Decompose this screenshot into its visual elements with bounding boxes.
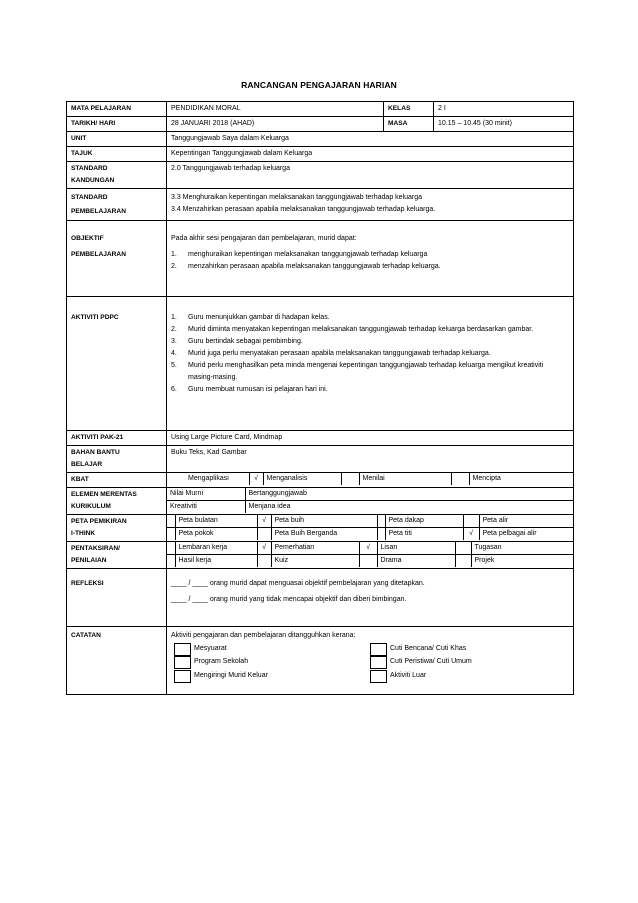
- page-title: RANCANGAN PENGAJARAN HARIAN: [241, 80, 397, 90]
- pentaksiran-option: Lembaran kerja: [175, 542, 257, 555]
- ithink-option: Peta Buih Berganda: [271, 528, 377, 541]
- refleksi-line: ____ / ____ orang murid yang tidak mencapai objektif dan diberi bimbingan.: [171, 596, 407, 603]
- row-ithink: [67, 515, 574, 542]
- row-objektif: [67, 221, 574, 297]
- pentaksiran-option: Drama: [377, 555, 455, 568]
- ithink-option: Peta bulatan: [175, 515, 257, 528]
- elemen-label-2: KURIKULUM: [71, 503, 111, 510]
- standard-pembelajaran-label-1: STANDARD: [71, 194, 108, 201]
- row-bahan: [67, 446, 574, 473]
- row-standard-pembelajaran: [67, 189, 574, 221]
- kbat-label: KBAT: [67, 473, 167, 488]
- ithink-option: Peta buih: [271, 515, 377, 528]
- list-item: 4. Murid juga perlu menyatakan perasaan apabila melaksanakan tanggungjawab terhadap keluarga.: [171, 350, 491, 357]
- elemen-item: Menjana idea: [245, 501, 573, 514]
- kbat-option: Mengaplikasi: [188, 475, 229, 482]
- check-icon: √: [463, 528, 479, 541]
- kbat-options: [167, 473, 573, 485]
- unit-value: Tanggungjawab Saya dalam Keluarga: [167, 132, 574, 147]
- standard-kandungan-label-1: STANDARD: [71, 165, 108, 172]
- catatan-option: Program Sekolah: [194, 658, 249, 666]
- objektif-intro: Pada akhir sesi pengajaran dan pembelajaran, murid dapat:: [171, 235, 357, 242]
- list-item: 3. Guru bertindak sebagai pembimbing.: [171, 338, 303, 345]
- elemen-options: [167, 488, 573, 513]
- pak21-label: AKTIVITI PAK-21: [67, 431, 167, 446]
- ithink-option: Peta pokok: [175, 528, 257, 541]
- check-icon: √: [257, 542, 271, 555]
- list-item: 2. Murid diminta menyatakan kepentingan melaksanakan tanggungjawab terhadap keluarga berdasarkan gambar.: [171, 326, 534, 333]
- pentaksiran-option: Projek: [471, 555, 573, 568]
- list-item: 1. Guru menunjukkan gambar di hadapan kelas.: [171, 314, 330, 321]
- row-tajuk: [67, 147, 574, 162]
- standard-kandungan-value: 2.0 Tanggungjawab terhadap keluarga: [167, 162, 574, 189]
- list-item: 6. Guru membuat rumusan isi pelajaran hari ini.: [171, 386, 328, 393]
- standard-kandungan-label-2: KANDUNGAN: [71, 177, 115, 184]
- checkbox[interactable]: [174, 670, 191, 683]
- catatan-option: Cuti Peristiwa/ Cuti Umum: [390, 658, 472, 666]
- tajuk-label: TAJUK: [67, 147, 167, 162]
- standard-pembelajaran-line: 3.4 Menzahirkan perasaan apabila melaksanakan tanggungjawab terhadap keluarga.: [171, 206, 436, 213]
- checkbox[interactable]: [174, 656, 191, 669]
- checkbox[interactable]: [370, 643, 387, 656]
- pentaksiran-option: Pemerhatian: [271, 542, 359, 555]
- pentaksiran-option: Hasil kerja: [175, 555, 257, 568]
- row-tarikh: [67, 117, 574, 132]
- list-item: 5. Murid perlu menghasilkan peta minda mengenai kepentingan tanggungjawab terhadap keluarga mengikut kreativiti masing-masing.: [171, 362, 544, 381]
- row-catatan: [67, 627, 574, 695]
- unit-label: UNIT: [67, 132, 167, 147]
- list-item: 1. menghuraikan kepentingan melaksanakan tanggungjawab terhadap keluarga: [171, 251, 428, 258]
- mata-pelajaran-label: MATA PELAJARAN: [67, 102, 167, 117]
- ithink-label-1: PETA PEMIKIRAN: [71, 518, 127, 525]
- standard-pembelajaran-label-2: PEMBELAJARAN: [71, 208, 126, 215]
- ithink-option: Peta dakap: [385, 515, 463, 528]
- pentaksiran-option: Lisan: [377, 542, 455, 555]
- row-standard-kandungan: [67, 162, 574, 189]
- row-refleksi: [67, 569, 574, 627]
- tarikh-value: 28 JANUARI 2018 (AHAD): [167, 117, 384, 132]
- check-icon: √: [359, 542, 377, 555]
- objektif-label-1: OBJEKTIF: [71, 235, 104, 242]
- elemen-item: Bertanggungjawab: [245, 488, 573, 501]
- check-icon: √: [249, 473, 263, 485]
- catatan-option: Mesyuarat: [194, 645, 227, 652]
- catatan-option: Aktiviti Luar: [390, 671, 427, 679]
- pentaksiran-label-2: PENILAIAN: [71, 557, 107, 564]
- catatan-label: CATATAN: [67, 627, 167, 695]
- ithink-option: Peta alir: [479, 515, 573, 528]
- ithink-options: [167, 515, 573, 540]
- row-mata-pelajaran: [67, 102, 574, 117]
- ithink-option: Peta pelbagai alir: [479, 528, 573, 541]
- pentaksiran-options: [167, 542, 573, 567]
- elemen-item: Nilai Murni: [170, 490, 204, 497]
- pentaksiran-option: Kuiz: [271, 555, 359, 568]
- bahan-label-1: BAHAN BANTU: [71, 449, 120, 456]
- check-icon: √: [257, 515, 271, 528]
- pentaksiran-label-1: PENTAKSIRAN/: [71, 545, 120, 552]
- lesson-plan-table: [66, 101, 574, 695]
- pentaksiran-option: Tugasan: [471, 542, 573, 555]
- standard-pembelajaran-line: 3.3 Menghuraikan kepentingan melaksanakan tanggungjawab terhadap keluarga: [171, 194, 423, 201]
- checkbox[interactable]: [370, 656, 387, 669]
- refleksi-line: ____ / ____ orang murid dapat menguasai objektif pembelajaran yang ditetapkan.: [171, 580, 425, 587]
- masa-label: MASA: [384, 117, 434, 132]
- ithink-option: Peta titi: [385, 528, 463, 541]
- kbat-option: Menilai: [359, 473, 451, 485]
- aktiviti-label: AKTIVITI PDPC: [67, 297, 167, 431]
- kelas-label: KELAS: [384, 102, 434, 117]
- pak21-value: Using Large Picture Card, Mindmap: [167, 431, 574, 446]
- bahan-value: Buku Teks, Kad Gambar: [167, 446, 574, 473]
- kbat-option: Mencipta: [469, 473, 573, 485]
- catatan-intro: Aktiviti pengajaran dan pembelajaran ditangguhkan kerana:: [171, 632, 356, 639]
- bahan-label-2: BELAJAR: [71, 461, 103, 468]
- row-pentaksiran: [67, 542, 574, 569]
- row-pak21: [67, 431, 574, 446]
- masa-value: 10.15 – 10.45 (30 minit): [434, 117, 574, 132]
- row-kbat: [67, 473, 574, 488]
- row-unit: [67, 132, 574, 147]
- objektif-label-2: PEMBELAJARAN: [71, 251, 126, 258]
- tajuk-value: Kepentingan Tanggungjawab dalam Keluarga: [167, 147, 574, 162]
- kbat-option: Menganalisis: [263, 473, 341, 485]
- catatan-option: Cuti Bencana/ Cuti Khas: [390, 645, 467, 652]
- elemen-label-1: ELEMEN MERENTAS: [71, 491, 137, 498]
- list-item: 2. menzahirkan perasaan apabila melaksanakan tanggungjawab terhadap keluarga.: [171, 263, 441, 270]
- tarikh-label: TARIKH/ HARI: [67, 117, 167, 132]
- elemen-item: Kreativiti: [167, 501, 245, 514]
- aktiviti-list: [171, 312, 569, 396]
- mata-pelajaran-value: PENDIDIKAN MORAL: [167, 102, 384, 117]
- checkbox[interactable]: [370, 670, 387, 683]
- refleksi-label: REFLEKSI: [67, 569, 167, 627]
- kelas-value: 2 I: [434, 102, 574, 117]
- ithink-label-2: I-THINK: [71, 530, 96, 537]
- objektif-list: [171, 249, 569, 273]
- checkbox[interactable]: [174, 643, 191, 656]
- catatan-option: Mengiringi Murid Keluar: [194, 671, 268, 679]
- catatan-options: [171, 643, 569, 683]
- row-aktiviti: [67, 297, 574, 431]
- row-elemen: [67, 488, 574, 515]
